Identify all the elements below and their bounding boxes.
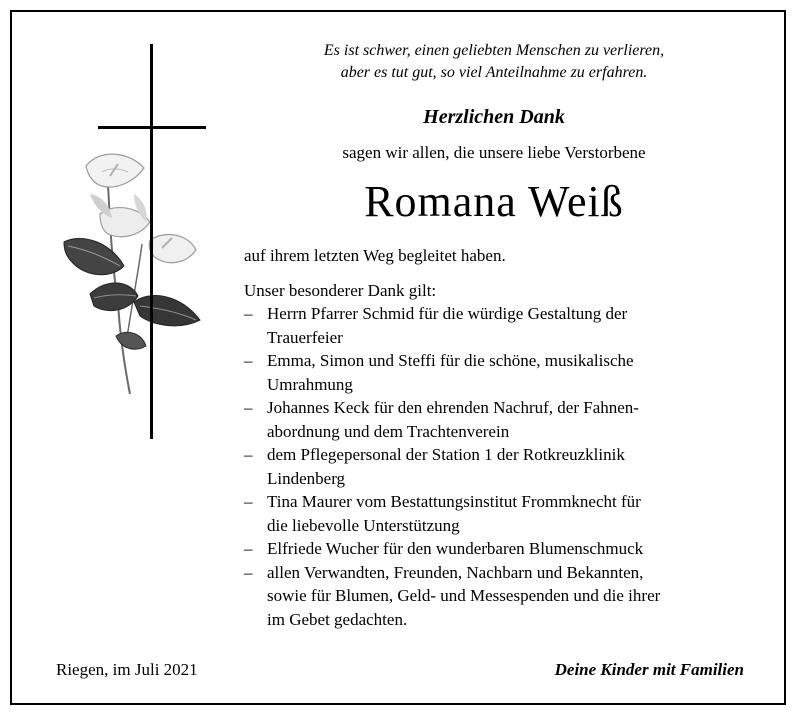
deceased-name: Romana Weiß [364, 177, 624, 226]
list-item [244, 302, 764, 349]
place-date: Riegen, im Juli 2021 [56, 660, 198, 679]
list-item-line: – Elfriede Wucher für den wunderbaren Blumenschmuck [267, 539, 644, 558]
list-item-line: – dem Pflegepersonal der Station 1 der Rotkreuzklinik [267, 445, 625, 464]
thanks-list [244, 302, 764, 631]
list-item-line: – Johannes Keck für den ehrenden Nachruf, der Fahnen- [267, 398, 639, 417]
list-item-line: – Emma, Simon und Steffi für die schöne, musikalische [267, 351, 634, 370]
list-item [244, 443, 764, 490]
obituary-frame [10, 10, 786, 705]
list-item-line: Trauerfeier [267, 327, 343, 347]
list-item-line: – Tina Maurer vom Bestattungsinstitut Frommknecht für [267, 492, 641, 511]
list-item-line: Lindenberg [267, 468, 346, 488]
list-item [244, 537, 764, 561]
list-item-line: abordnung und dem Trachtenverein [267, 421, 510, 441]
list-item-line: – Herrn Pfarrer Schmid für die würdige Gestaltung der [267, 304, 628, 323]
motto-line: Es ist schwer, einen geliebten Menschen zu verlieren, [323, 42, 665, 59]
signature: Deine Kinder mit Familien [554, 660, 744, 679]
intro-text: auf ihrem letzten Weg begleitet haben. [244, 246, 506, 265]
list-item-line: im Gebet gedachten. [267, 609, 408, 629]
list-item-line: Umrahmung [267, 374, 353, 394]
thanks-heading: Herzlichen Dank [423, 106, 565, 128]
list-item-line: – allen Verwandten, Freunden, Nachbarn und Bekannten, [267, 562, 644, 582]
dank-heading: Unser besonderer Dank gilt: [244, 280, 437, 300]
calla-lily-icon [64, 154, 200, 394]
list-item [244, 396, 764, 443]
motto-quote [274, 40, 714, 84]
thanks-subtitle: sagen wir allen, die unsere liebe Verstorbene [342, 143, 646, 162]
list-item-line: die liebevolle Unterstützung [267, 515, 460, 535]
cross-and-lily-illustration [50, 44, 220, 439]
list-item-line: sowie für Blumen, Geld- und Messespenden und die ihrer [267, 586, 661, 605]
list-item [244, 349, 764, 396]
obituary-body [244, 244, 764, 631]
list-item [244, 490, 764, 537]
list-item [244, 561, 764, 632]
motto-line: aber es tut gut, so viel Anteilnahme zu erfahren. [340, 64, 648, 81]
